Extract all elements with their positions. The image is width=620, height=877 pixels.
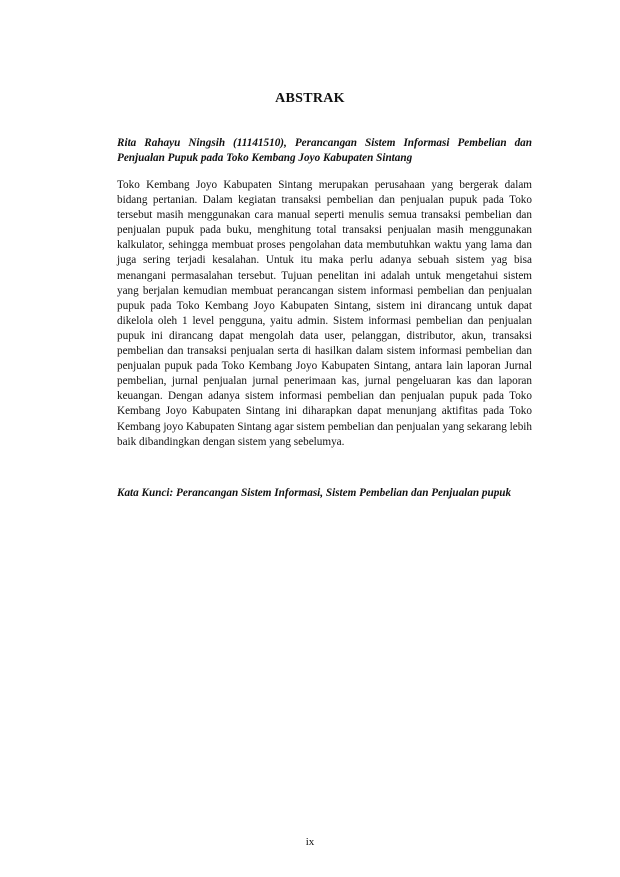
author-citation: Rita Rahayu Ningsih (11141510), Perancangan Sistem Informasi Pembelian dan Penjualan Pupuk pada Toko Kembang Joyo Kabupaten Sintang [117,137,532,164]
keywords: Kata Kunci: Perancangan Sistem Informasi, Sistem Pembelian dan Penjualan pupuk [117,487,512,499]
page-title: ABSTRAK [275,91,345,106]
page-number: ix [305,836,315,848]
abstract-body: Toko Kembang Joyo Kabupaten Sintang merupakan perusahaan yang bergerak dalam bidang pertanian. Dalam kegiatan transaksi pembelian dan penjualan pupuk pada Toko tersebut masih menggunakan cara manual seperti menulis semua transaksi pembelian dan penjualan pupuk pada buku, menghitung total transaksi penjualan masih menggunakan kalkulator, sehingga membuat proses pengolahan data membutuhkan waktu yang lama dan juga sering terjadi kesalahan. Untuk itu maka perlu adanya sebuah sistem yag bisa menangani permasalahan tersebut. Tujuan penelitan ini adalah untuk mengetahui sistem yang berjalan kemudian membuat perancangan sistem informasi pembelian dan penjualan pupuk pada Toko Kembang Joyo Kabupaten Sintang, sistem ini dirancang untuk dapat dikelola oleh 1 level pengguna, yaitu admin. Sistem informasi pembelian dan penjualan pupuk ini dirancang dapat mengolah data user, pelanggan, distributor, akun, transaksi pembelian dan transaksi penjualan serta di hasilkan dalam sistem informasi pembelian dan penjualan pupuk pada Toko Kembang Joyo Kabupaten Sintang, antara lain laporan Jurnal pembelian, jurnal penjualan jurnal penerimaan kas, jurnal pengeluaran kas dan laporan keuangan. Dengan adanya sistem informasi pembelian dan penjualan pupuk pada Toko Kembang Joyo Kabupaten Sintang ini diharapkan dapat menunjang aktifitas pada Toko Kembang joyo Kabupaten Sintang agar sistem pembelian dan penjualan yang sekarang lebih baik dibandingkan dengan sistem yang sebelumya. [117,179,532,448]
